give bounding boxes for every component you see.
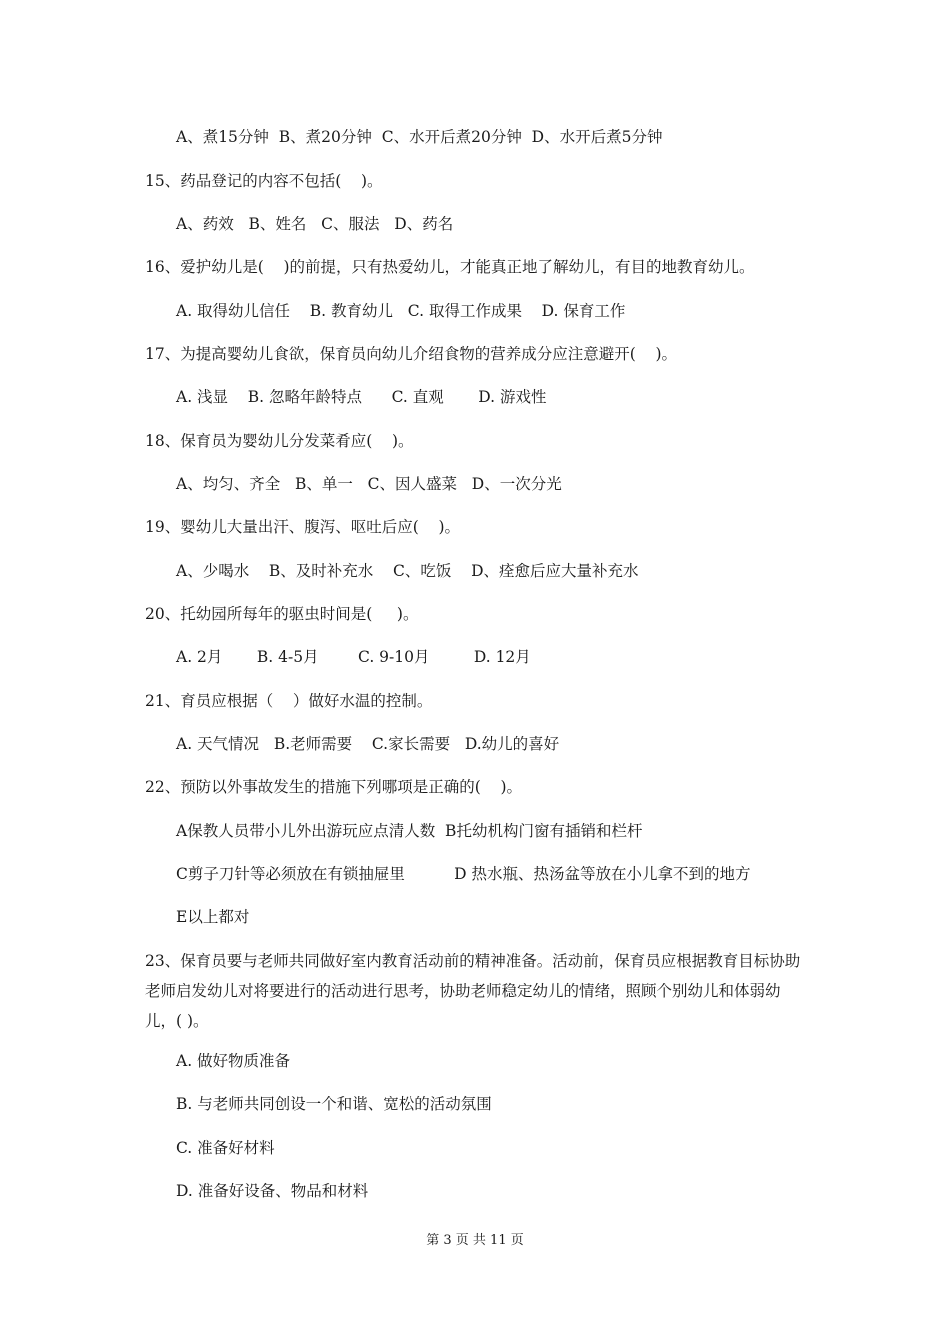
q15-options: A、药效 B、姓名 C、服法 D、药名 (176, 215, 454, 233)
q20-options: A. 2月 B. 4-5月 C. 9-10月 D. 12月 (176, 648, 531, 666)
q21-options: A. 天气情况 B.老师需要 C.家长需要 D.幼儿的喜好 (176, 735, 560, 753)
question-21: 21、育员应根据（ ）做好水温的控制。 (145, 692, 433, 710)
question-15: 15、药品登记的内容不包括( )。 (145, 172, 383, 190)
q22-option-e: E以上都对 (176, 908, 250, 926)
question-18: 18、保育员为婴幼儿分发菜肴应( )。 (145, 432, 414, 450)
q16-options: A. 取得幼儿信任 B. 教育幼儿 C. 取得工作成果 D. 保育工作 (176, 302, 626, 320)
question-22: 22、预防以外事故发生的措施下列哪项是正确的( )。 (145, 778, 523, 796)
question-19: 19、婴幼儿大量出汗、腹泻、呕吐后应( )。 (145, 518, 461, 536)
q23-option-a: A. 做好物质准备 (176, 1052, 291, 1070)
q19-options: A、少喝水 B、及时补充水 C、吃饭 D、痊愈后应大量补充水 (176, 562, 639, 580)
question-23: 23、保育员要与老师共同做好室内教育活动前的精神准备。活动前，保育员应根据教育目标协助老师启发幼儿对将要进行的活动进行思考，协助老师稳定幼儿的情绪，照顾个别幼儿和体弱幼儿，( )。 (145, 952, 801, 1030)
q23-option-c: C. 准备好材料 (176, 1139, 275, 1157)
question-17: 17、为提高婴幼儿食欲，保育员向幼儿介绍食物的营养成分应注意避开( )。 (145, 345, 678, 363)
q22-option-cd: C剪子刀针等必须放在有锁抽屉里 D 热水瓶、热汤盆等放在小儿拿不到的地方 (176, 865, 751, 883)
question-16: 16、爱护幼儿是( )的前提，只有热爱幼儿，才能真正地了解幼儿，有目的地教育幼儿。 (145, 258, 755, 276)
page-footer: 第 3 页 共 11 页 (426, 1233, 524, 1248)
question-20: 20、托幼园所每年的驱虫时间是( )。 (145, 605, 419, 623)
q14-options: A、煮15分钟 B、煮20分钟 C、水开后煮20分钟 D、水开后煮5分钟 (176, 128, 663, 146)
q17-options: A. 浅显 B. 忽略年龄特点 C. 直观 D. 游戏性 (176, 388, 547, 406)
q18-options: A、均匀、齐全 B、单一 C、因人盛菜 D、一次分光 (176, 475, 562, 493)
q23-option-b: B. 与老师共同创设一个和谐、宽松的活动氛围 (176, 1095, 492, 1113)
q22-option-ab: A保教人员带小儿外出游玩应点清人数 B托幼机构门窗有插销和栏杆 (176, 822, 643, 840)
q23-option-d: D. 准备好设备、物品和材料 (176, 1182, 369, 1200)
